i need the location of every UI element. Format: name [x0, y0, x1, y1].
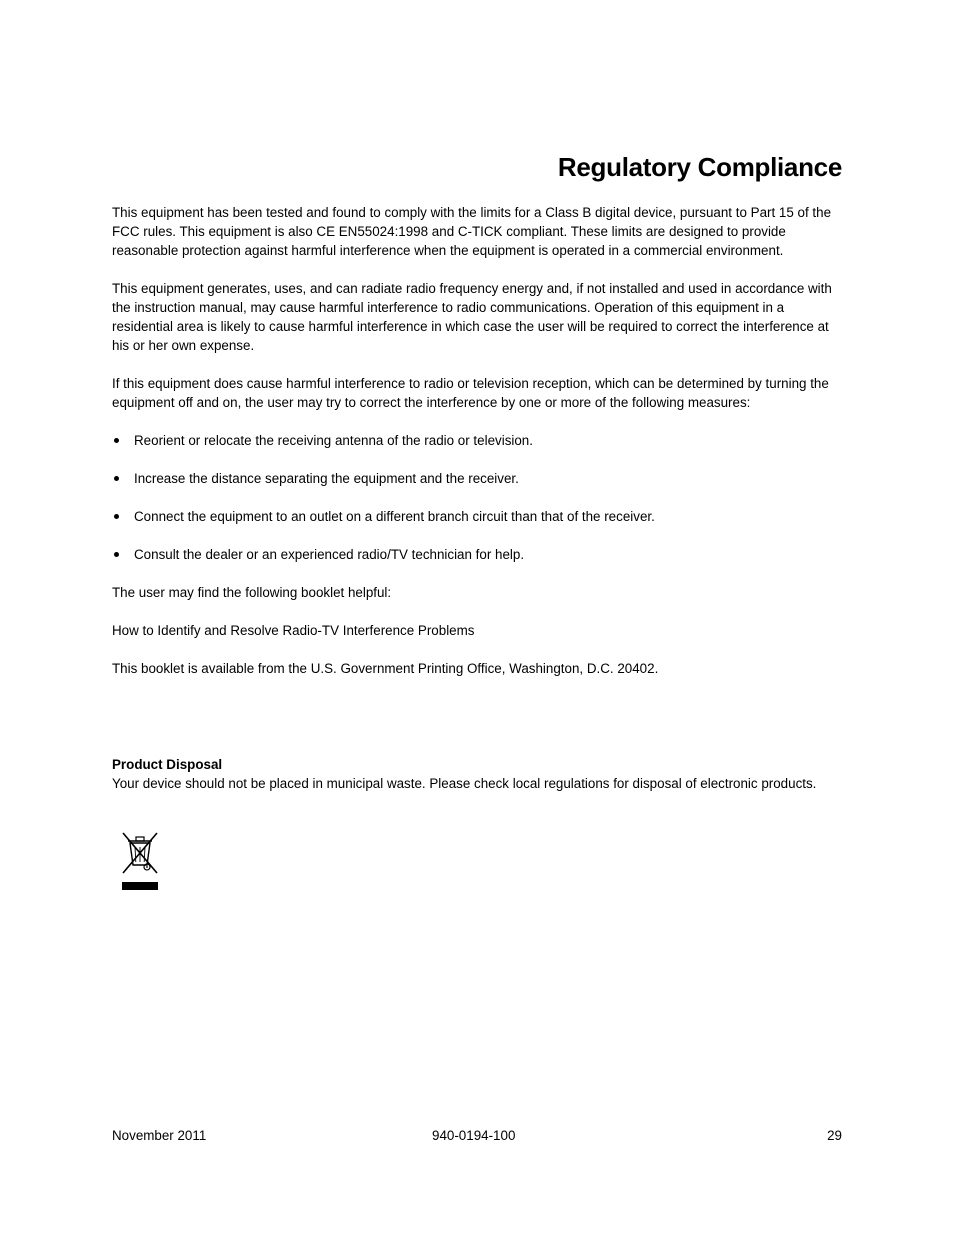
product-disposal-section — [112, 755, 842, 793]
paragraph-fcc-compliance: This equipment has been tested and found to comply with the limits for a Class B digital device, pursuant to Part 15 of the FCC rules. This equipment is also CE EN55024:1998 and C-TICK compliant. These limits are designed to provide reasonable protection against harmful interference when the equipment is operated in a commercial environment. — [112, 205, 832, 258]
product-disposal-heading: Product Disposal — [112, 757, 223, 772]
paragraph-rf-energy: This equipment generates, uses, and can radiate radio frequency energy and, if not installed and used in accordance with the instruction manual, may cause harmful interference to radio communications. Operation of this equipment in a residential area is likely to cause harmful interference in which case the user will be required to correct the interference at his or her own expense. — [112, 281, 832, 353]
footer-date: November 2011 — [112, 1128, 207, 1143]
bullet-icon — [114, 476, 119, 481]
measures-list — [112, 431, 842, 564]
page-title: Regulatory Compliance — [557, 152, 842, 182]
crossed-out-wheelie-bin-icon — [120, 830, 160, 892]
product-disposal-text: Your device should not be placed in municipal waste. Please check local regulations for disposal of electronic products. — [112, 776, 817, 791]
list-item: Reorient or relocate the receiving antenna of the radio or television. — [112, 431, 842, 450]
body-text — [112, 203, 842, 697]
list-item: Increase the distance separating the equipment and the receiver. — [112, 469, 842, 488]
footer-page-number: 29 — [827, 1128, 842, 1143]
paragraph-booklet-intro: The user may find the following booklet helpful: — [112, 585, 392, 600]
paragraph-interference-measures: If this equipment does cause harmful interference to radio or television reception, which can be determined by turning the equipment off and on, the user may try to correct the interference by one or more of the following measures: — [112, 376, 829, 410]
bullet-icon — [114, 552, 119, 557]
paragraph-booklet-title: How to Identify and Resolve Radio-TV Interference Problems — [112, 623, 475, 638]
list-item: Connect the equipment to an outlet on a different branch circuit than that of the receiver. — [112, 507, 842, 526]
page-footer — [112, 1126, 842, 1145]
list-item: Consult the dealer or an experienced radio/TV technician for help. — [112, 545, 842, 564]
paragraph-booklet-availability: This booklet is available from the U.S. Government Printing Office, Washington, D.C. 20402. — [112, 661, 659, 676]
bullet-icon — [114, 438, 119, 443]
footer-doc-number: 940-0194-100 — [432, 1128, 516, 1143]
bullet-icon — [114, 514, 119, 519]
